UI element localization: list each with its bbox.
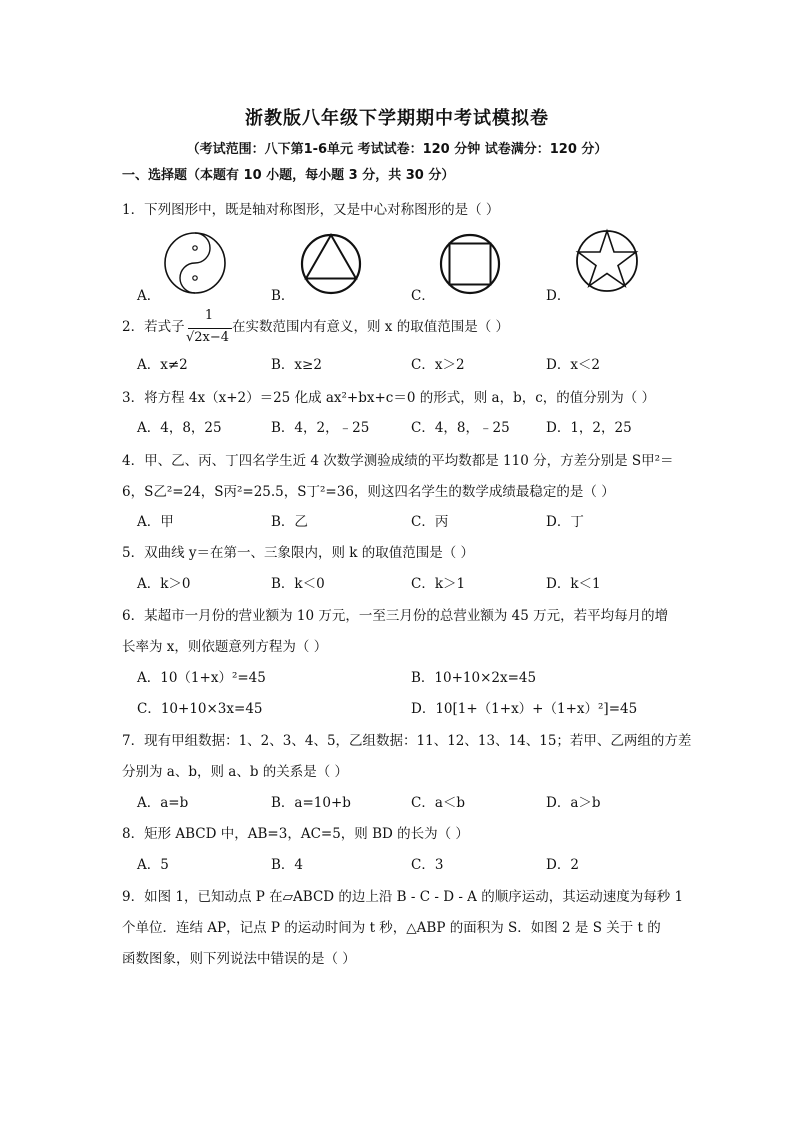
q1-label-a[interactable]: A．	[137, 288, 161, 304]
q2-option-d[interactable]: D．x＜2	[546, 357, 601, 373]
q6-option-a[interactable]: A．10（1+x）²=45	[137, 670, 266, 686]
fraction-numerator: 1	[204, 308, 214, 323]
question-9-line-3: 函数图象，则下列说法中错误的是（ ）	[122, 951, 356, 967]
fraction-denominator: √2x−4	[186, 330, 230, 345]
question-7-line-1: 7．现有甲组数据：1、2、3、4、5，乙组数据：11、12、13、14、15；若甲、乙两组的方差	[122, 733, 692, 749]
q8-option-b[interactable]: B．4	[271, 857, 304, 873]
question-9-line-2: 个单位．连结 AP，记点 P 的运动时间为 t 秒，△ABP 的面积为 S．如图 2 是 S 关于 t 的	[122, 920, 661, 936]
question-3-stem: 3．将方程 4x（x+2）＝25 化成 ax²+bx+c＝0 的形式，则 a，b，c，的值分别为（ ）	[122, 390, 656, 406]
q8-option-c[interactable]: C．3	[411, 857, 444, 873]
fraction-expression	[186, 308, 232, 348]
q4-option-c[interactable]: C．丙	[411, 514, 449, 530]
yin-yang-figure	[162, 230, 228, 296]
q4-option-d[interactable]: D．丁	[546, 514, 584, 530]
q5-option-c[interactable]: C．k＞1	[411, 576, 466, 592]
question-6-line-1: 6．某超市一月份的营业额为 10 万元，一至三月份的总营业额为 45 万元，若平均每月的增	[122, 608, 669, 624]
question-1-stem: 1．下列图形中，既是轴对称图形，又是中心对称图形的是（ ）	[122, 202, 500, 218]
question-5-stem: 5．双曲线 y＝在第一、三象限内，则 k 的取值范围是（ ）	[122, 545, 475, 561]
q2-option-b[interactable]: B．x≥2	[271, 357, 322, 373]
q5-option-d[interactable]: D．k＜1	[546, 576, 601, 592]
q7-option-c[interactable]: C．a＜b	[411, 795, 466, 811]
q2-option-a[interactable]: A．x≠2	[137, 357, 188, 373]
page-title: 浙教版八年级下学期期中考试模拟卷	[245, 108, 549, 129]
question-2-stem-start: 2．若式子	[122, 319, 185, 335]
question-6-line-2: 长率为 x，则依题意列方程为（ ）	[122, 639, 328, 655]
question-4-line-1: 4．甲、乙、丙、丁四名学生近 4 次数学测验成绩的平均数都是 110 分，方差分别是 S甲²＝	[122, 453, 674, 469]
q5-option-b[interactable]: B．k＜0	[271, 576, 325, 592]
q3-option-c[interactable]: C．4，8，﹣25	[411, 420, 510, 436]
q7-option-b[interactable]: B．a=10+b	[271, 795, 351, 811]
q1-label-c[interactable]: C．	[411, 288, 435, 304]
section-heading: 一、选择题（本题有 10 小题，每小题 3 分，共 30 分）	[122, 168, 455, 183]
q8-option-d[interactable]: D．2	[546, 857, 579, 873]
q3-option-a[interactable]: A．4，8，25	[137, 420, 222, 436]
q4-option-a[interactable]: A．甲	[137, 514, 174, 530]
q2-option-c[interactable]: C．x＞2	[411, 357, 465, 373]
q7-option-d[interactable]: D．a＞b	[546, 795, 601, 811]
q6-option-d[interactable]: D．10[1+（1+x）+（1+x）²]=45	[411, 701, 638, 717]
q1-label-b[interactable]: B．	[271, 288, 295, 304]
q3-option-b[interactable]: B．4，2，﹣25	[271, 420, 370, 436]
q6-option-c[interactable]: C．10+10×3x=45	[137, 701, 263, 717]
q1-label-d[interactable]: D．	[546, 288, 571, 304]
q7-option-a[interactable]: A．a=b	[137, 795, 189, 811]
fraction-bar	[188, 328, 232, 329]
q3-option-d[interactable]: D．1，2，25	[546, 420, 632, 436]
question-8-stem: 8．矩形 ABCD 中，AB=3，AC=5，则 BD 的长为（ ）	[122, 826, 469, 842]
question-2-stem-end: 在实数范围内有意义，则 x 的取值范围是（ ）	[232, 319, 509, 335]
question-7-line-2: 分别为 a、b，则 a、b 的关系是（ ）	[122, 764, 349, 780]
circle-triangle-figure	[299, 232, 363, 296]
q8-option-a[interactable]: A．5	[137, 857, 169, 873]
question-4-line-2: 6，S乙²=24，S丙²=25.5，S丁²=36，则这四名学生的数学成绩最稳定的是（ ）	[122, 484, 615, 500]
exam-info: （考试范围：八下第1-6单元 考试试卷：120 分钟 试卷满分：120 分）	[186, 142, 608, 157]
circle-star-figure	[574, 228, 640, 294]
q6-option-b[interactable]: B．10+10×2x=45	[411, 670, 537, 686]
circle-square-figure	[438, 232, 502, 296]
q5-option-a[interactable]: A．k＞0	[137, 576, 191, 592]
question-9-line-1: 9．如图 1，已知动点 P 在▱ABCD 的边上沿 B - C - D - A 的顺序运动，其运动速度为每秒 1	[122, 889, 684, 905]
q4-option-b[interactable]: B．乙	[271, 514, 308, 530]
